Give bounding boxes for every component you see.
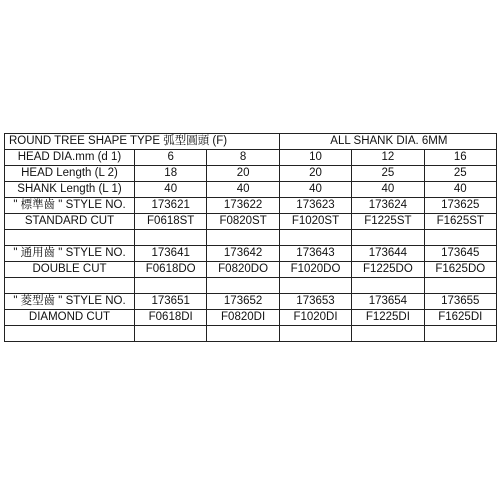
- row-label: SHANK Length (L 1): [5, 182, 135, 198]
- table-cell: [5, 278, 135, 294]
- row-label: DOUBLE CUT: [5, 262, 135, 278]
- table-cell: [424, 230, 496, 246]
- table-cell: [279, 326, 351, 342]
- table-cell: [424, 326, 496, 342]
- table-cell: [207, 278, 279, 294]
- table-cell: [5, 230, 135, 246]
- table-row-double-cut: [5, 262, 497, 278]
- table-cell: F1225DI: [352, 310, 424, 326]
- table-title-row: [5, 134, 497, 150]
- table-row-standard-style: [5, 198, 497, 214]
- table-cell: F1225ST: [352, 214, 424, 230]
- row-label: HEAD DIA.mm (d 1): [5, 150, 135, 166]
- table-cell: 173644: [352, 246, 424, 262]
- table-row-head-length: [5, 166, 497, 182]
- table-cell: [135, 326, 207, 342]
- table-cell: F0618ST: [135, 214, 207, 230]
- table-cell: 173625: [424, 198, 496, 214]
- table-cell: [352, 278, 424, 294]
- table-row-blank: [5, 326, 497, 342]
- table-cell: 173642: [207, 246, 279, 262]
- table-cell: F1625ST: [424, 214, 496, 230]
- row-label: " 通用齒 " STYLE NO.: [5, 246, 135, 262]
- table-cell: 173654: [352, 294, 424, 310]
- table-cell: F1020DO: [279, 262, 351, 278]
- table-cell: 173622: [207, 198, 279, 214]
- table-cell: 20: [207, 166, 279, 182]
- table-cell: F0820DO: [207, 262, 279, 278]
- table-cell: 6: [135, 150, 207, 166]
- table-cell: 173643: [279, 246, 351, 262]
- table-cell: 173652: [207, 294, 279, 310]
- shank-note: ALL SHANK DIA. 6MM: [279, 134, 496, 150]
- table-cell: 173645: [424, 246, 496, 262]
- table-cell: [352, 326, 424, 342]
- table-cell: F1020DI: [279, 310, 351, 326]
- table-cell: 40: [352, 182, 424, 198]
- table-cell: F1225DO: [352, 262, 424, 278]
- table-cell: F1625DO: [424, 262, 496, 278]
- table-cell: F0820DI: [207, 310, 279, 326]
- row-label: " 菱型齒 " STYLE NO.: [5, 294, 135, 310]
- table-cell: 40: [207, 182, 279, 198]
- table-cell: [135, 230, 207, 246]
- table-row-diamond-cut: [5, 310, 497, 326]
- table-cell: 173624: [352, 198, 424, 214]
- spec-table: [4, 133, 497, 342]
- table-cell: 10: [279, 150, 351, 166]
- table-cell: 25: [352, 166, 424, 182]
- table-cell: F1625DI: [424, 310, 496, 326]
- table-row-diamond-style: [5, 294, 497, 310]
- row-label: DIAMOND CUT: [5, 310, 135, 326]
- table-cell: 16: [424, 150, 496, 166]
- table-cell: 173653: [279, 294, 351, 310]
- table-row-blank: [5, 230, 497, 246]
- table-cell: 173651: [135, 294, 207, 310]
- table-cell: 173623: [279, 198, 351, 214]
- table-cell: 40: [135, 182, 207, 198]
- row-label: " 標準齒 " STYLE NO.: [5, 198, 135, 214]
- table-cell: 18: [135, 166, 207, 182]
- table-row-double-style: [5, 246, 497, 262]
- table-cell: [135, 278, 207, 294]
- table-cell: F0820ST: [207, 214, 279, 230]
- table-row-shank-length: [5, 182, 497, 198]
- table-cell: 173621: [135, 198, 207, 214]
- table-cell: [424, 278, 496, 294]
- table-row-head-dia: [5, 150, 497, 166]
- table-cell: 40: [279, 182, 351, 198]
- table-cell: 173641: [135, 246, 207, 262]
- table-cell: 25: [424, 166, 496, 182]
- table-cell: [279, 230, 351, 246]
- table-cell: [279, 278, 351, 294]
- table-cell: [5, 326, 135, 342]
- table-cell: [352, 230, 424, 246]
- table-row-standard-cut: [5, 214, 497, 230]
- row-label: HEAD Length (L 2): [5, 166, 135, 182]
- table-cell: 12: [352, 150, 424, 166]
- table-cell: 8: [207, 150, 279, 166]
- table-cell: F0618DO: [135, 262, 207, 278]
- table-title: ROUND TREE SHAPE TYPE 弧型圓頭 (F): [5, 134, 280, 150]
- table-cell: 173655: [424, 294, 496, 310]
- table-cell: [207, 230, 279, 246]
- table-cell: [207, 326, 279, 342]
- table-cell: 20: [279, 166, 351, 182]
- table-cell: F1020ST: [279, 214, 351, 230]
- table-cell: 40: [424, 182, 496, 198]
- table-row-blank: [5, 278, 497, 294]
- row-label: STANDARD CUT: [5, 214, 135, 230]
- table-cell: F0618DI: [135, 310, 207, 326]
